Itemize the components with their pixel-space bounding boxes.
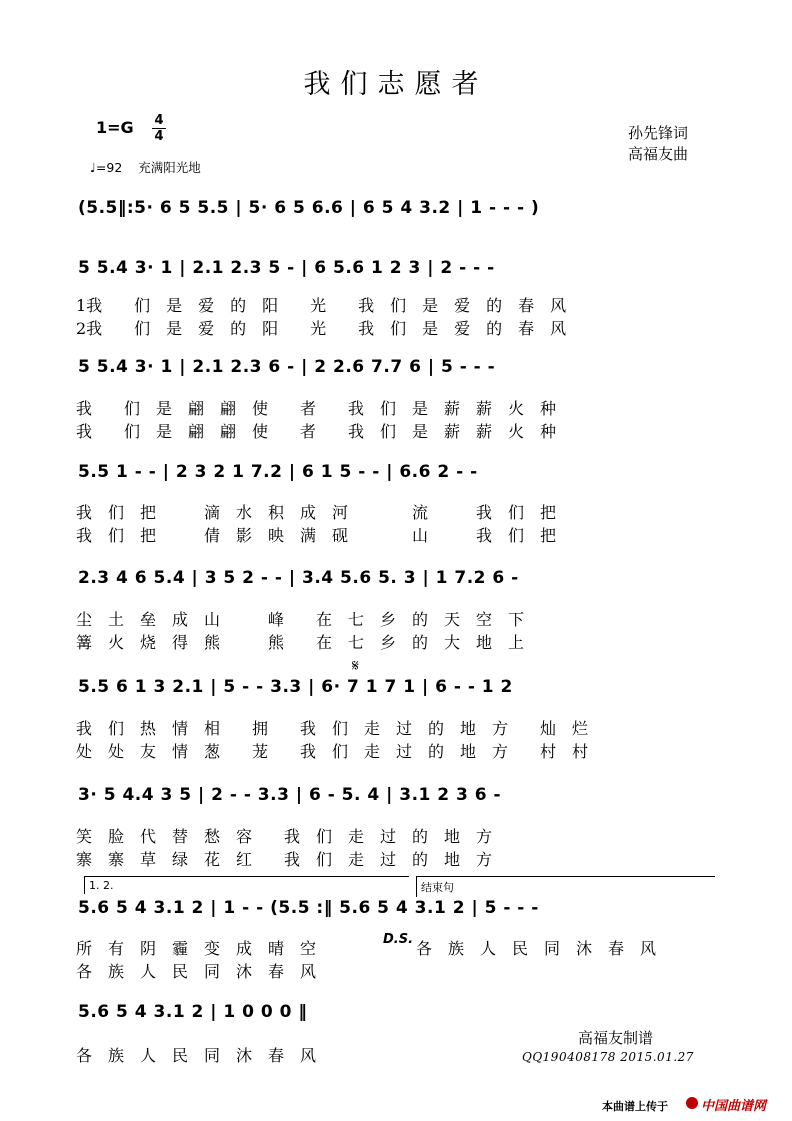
page-title: 我们志愿者 (303, 69, 489, 100)
lyrics-line: 篝 火 烧 得 熊 熊 在 七 乡 的 大 地 上 (76, 633, 525, 652)
lyrics-line: 所 有 阴 霾 变 成 晴 空 (76, 939, 317, 958)
lyrics-line: 2我 们 是 爱 的 阳 光 我 们 是 爱 的 春 风 (76, 319, 567, 338)
time-signature (152, 114, 166, 143)
lyrics-line: 我 们 是 翩 翩 使 者 我 们 是 薪 薪 火 种 (76, 422, 557, 441)
volta-ending-1: 1. 2. (84, 876, 409, 894)
lyrics-line: 各 族 人 民 同 沐 春 风 (416, 939, 657, 958)
site-brand: 中国曲谱网 (701, 1099, 767, 1114)
site-logo-icon (686, 1097, 698, 1109)
tempo-marking (90, 158, 201, 176)
volta-ending-final: 结束句 (416, 876, 715, 897)
lyrics-line: 各 族 人 民 同 沐 春 风 (76, 962, 317, 981)
lyrics-line: 我 们 是 翩 翩 使 者 我 们 是 薪 薪 火 种 (76, 399, 557, 418)
notation-system-7: 3· 5 4.4 3 5 | 2 - - 3.3 | 6 - 5. 4 | 3.1 2 3 6 - (78, 785, 502, 805)
tempo: ♩=92 (90, 160, 123, 175)
notation-system-5: 2.3 4 6 5.4 | 3 5 2 - - | 3.4 5.6 5. 3 | 1 7.2 6 - (78, 568, 519, 588)
transcriber-credit: 高福友制谱 (578, 1029, 654, 1047)
lyricist-credit: 孙先锋词 (628, 124, 689, 142)
lyrics-line: 1我 们 是 爱 的 阳 光 我 们 是 爱 的 春 风 (76, 296, 567, 315)
lyrics-line: 各 族 人 民 同 沐 春 风 (76, 1046, 317, 1065)
notation-system-4: 5.5 1 - - | 2 3 2 1 7.2 | 6 1 5 - - | 6.6 2 - - (78, 462, 478, 482)
notation-system-8: 5.6 5 4 3.1 2 | 1 - - (5.5 :‖ 5.6 5 4 3.1 2 | 5 - - - (78, 898, 539, 918)
notation-system-2: 5 5.4 3· 1 | 2.1 2.3 5 - | 6 5.6 1 2 3 | 2 - - - (78, 258, 495, 278)
notation-system-3: 5 5.4 3· 1 | 2.1 2.3 6 - | 2 2.6 7.7 6 | 5 - - - (78, 357, 496, 377)
lyrics-line: 处 处 友 情 葱 茏 我 们 走 过 的 地 方 村 村 (76, 742, 589, 761)
lyrics-line: 尘 土 垒 成 山 峰 在 七 乡 的 天 空 下 (76, 610, 525, 629)
lyrics-line: 寨 寨 草 绿 花 红 我 们 走 过 的 地 方 (76, 850, 493, 869)
lyrics-line: 我 们 把 倩 影 映 满 砚 山 我 们 把 (76, 526, 557, 545)
dal-segno-marking: D.S. (383, 932, 414, 947)
notation-system-6: 5.5 6 1 3 2.1 | 5 - - 3.3 | 6· 7 1 7 1 | 6 - - 1 2 (78, 677, 513, 697)
time-signature-bottom: 4 (154, 129, 164, 144)
composer-credit: 高福友曲 (628, 145, 689, 163)
expression: 充满阳光地 (138, 160, 201, 175)
time-signature-top: 4 (154, 113, 164, 128)
contact-date: QQ190408178 2015.01.27 (522, 1050, 694, 1064)
lyrics-line: 我 们 热 情 相 拥 我 们 走 过 的 地 方 灿 烂 (76, 719, 589, 738)
notation-system-9: 5.6 5 4 3.1 2 | 1 0 0 0 ‖ (78, 1002, 308, 1022)
notation-system-1: (5.5‖:5· 6 5 5.5 | 5· 6 5 6.6 | 6 5 4 3.2 | 1 - - - ) (78, 198, 540, 218)
lyrics-line: 笑 脸 代 替 愁 容 我 们 走 过 的 地 方 (76, 827, 493, 846)
lyrics-line: 我 们 把 滴 水 积 成 河 流 我 们 把 (76, 503, 557, 522)
key-signature: 1=G (96, 118, 134, 137)
segno-sign: 𝄋 (352, 656, 359, 675)
upload-note: 本曲谱上传于 (602, 1100, 668, 1113)
